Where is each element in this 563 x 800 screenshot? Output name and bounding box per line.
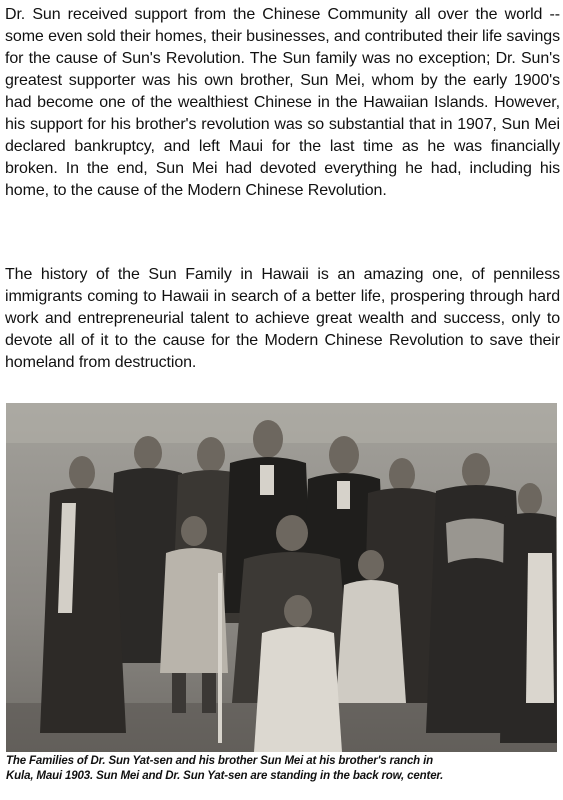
body-paragraph-1: Dr. Sun received support from the Chinese Community all over the world -- some even sold their homes, their businesses, and contributed their life savings for the cause of Sun's Revolution. The Sun family was no exception; Dr. Sun's greatest supporter was his own brother, Sun Mei, whom by the early 1900's had become one of the wealthiest Chinese in the Hawaiian Islands. However, his support for his brother's revolution was so substantial that in 1907, Sun Mei declared bankruptcy, and left Maui for the last time as he was financially broken. In the end, Sun Mei had devoted everything he had, including his home, to the cause of the Modern Chinese Revolution.	[5, 6, 560, 199]
caption-line-1: The Families of Dr. Sun Yat-sen and his brother Sun Mei at his brother's ranch in	[6, 755, 434, 767]
family-photo-illustration	[6, 403, 557, 752]
caption-line-2: Kula, Maui 1903. Sun Mei and Dr. Sun Yat-sen are standing in the back row, center.	[6, 770, 444, 782]
photo-caption	[6, 754, 557, 784]
body-paragraph-2: The history of the Sun Family in Hawaii is an amazing one, of penniless immigrants coming to Hawaii in search of a better life, prospering through hard work and entrepreneurial talent to achieve great wealth and success, only to devote all of it to the cause for the Modern Chinese Revolution to save their homeland from destruction.	[5, 266, 560, 371]
family-photograph	[6, 403, 557, 752]
